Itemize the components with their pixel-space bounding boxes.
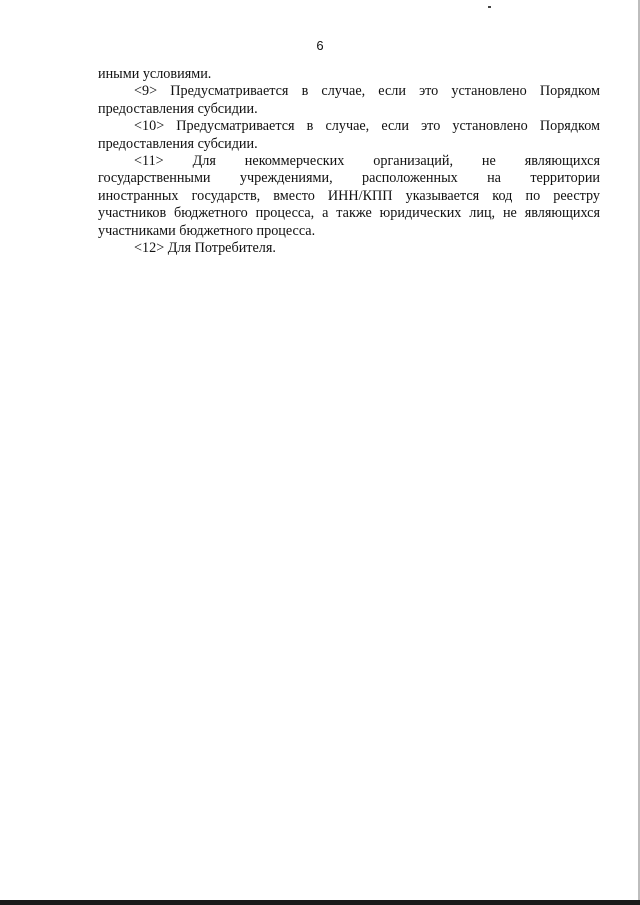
scan-artifact xyxy=(488,6,491,8)
footnotes-block xyxy=(98,66,600,257)
page-number: 6 xyxy=(316,38,324,53)
footnote-11-line-1: <11> Для некоммерческих организаций, не являющихся xyxy=(134,153,600,170)
footnote-11-line-2: государственными учреждениями, расположенных на территории xyxy=(98,170,600,187)
footnote-10-line-2: предоставления субсидии. xyxy=(98,135,258,152)
footnote-9-line-1: <9> Предусматривается в случае, если это установлено Порядком xyxy=(134,83,600,100)
footnote-11-line-4: участников бюджетного процесса, а также юридических лиц, не являющихся xyxy=(98,205,600,222)
footnote-11-line-5: участниками бюджетного процесса. xyxy=(98,222,316,239)
footnote-10-line-1: <10> Предусматривается в случае, если это установлено Порядком xyxy=(134,118,600,135)
footnote-12: <12> Для Потребителя. xyxy=(134,240,276,257)
scan-bottom-border xyxy=(0,900,640,905)
footnote-8-continuation: иными условиями. xyxy=(98,66,212,82)
footnote-9-line-2: предоставления субсидии. xyxy=(98,100,258,117)
footnote-11-line-3: иностранных государств, вместо ИНН/КПП указывается код по реестру xyxy=(98,187,600,204)
